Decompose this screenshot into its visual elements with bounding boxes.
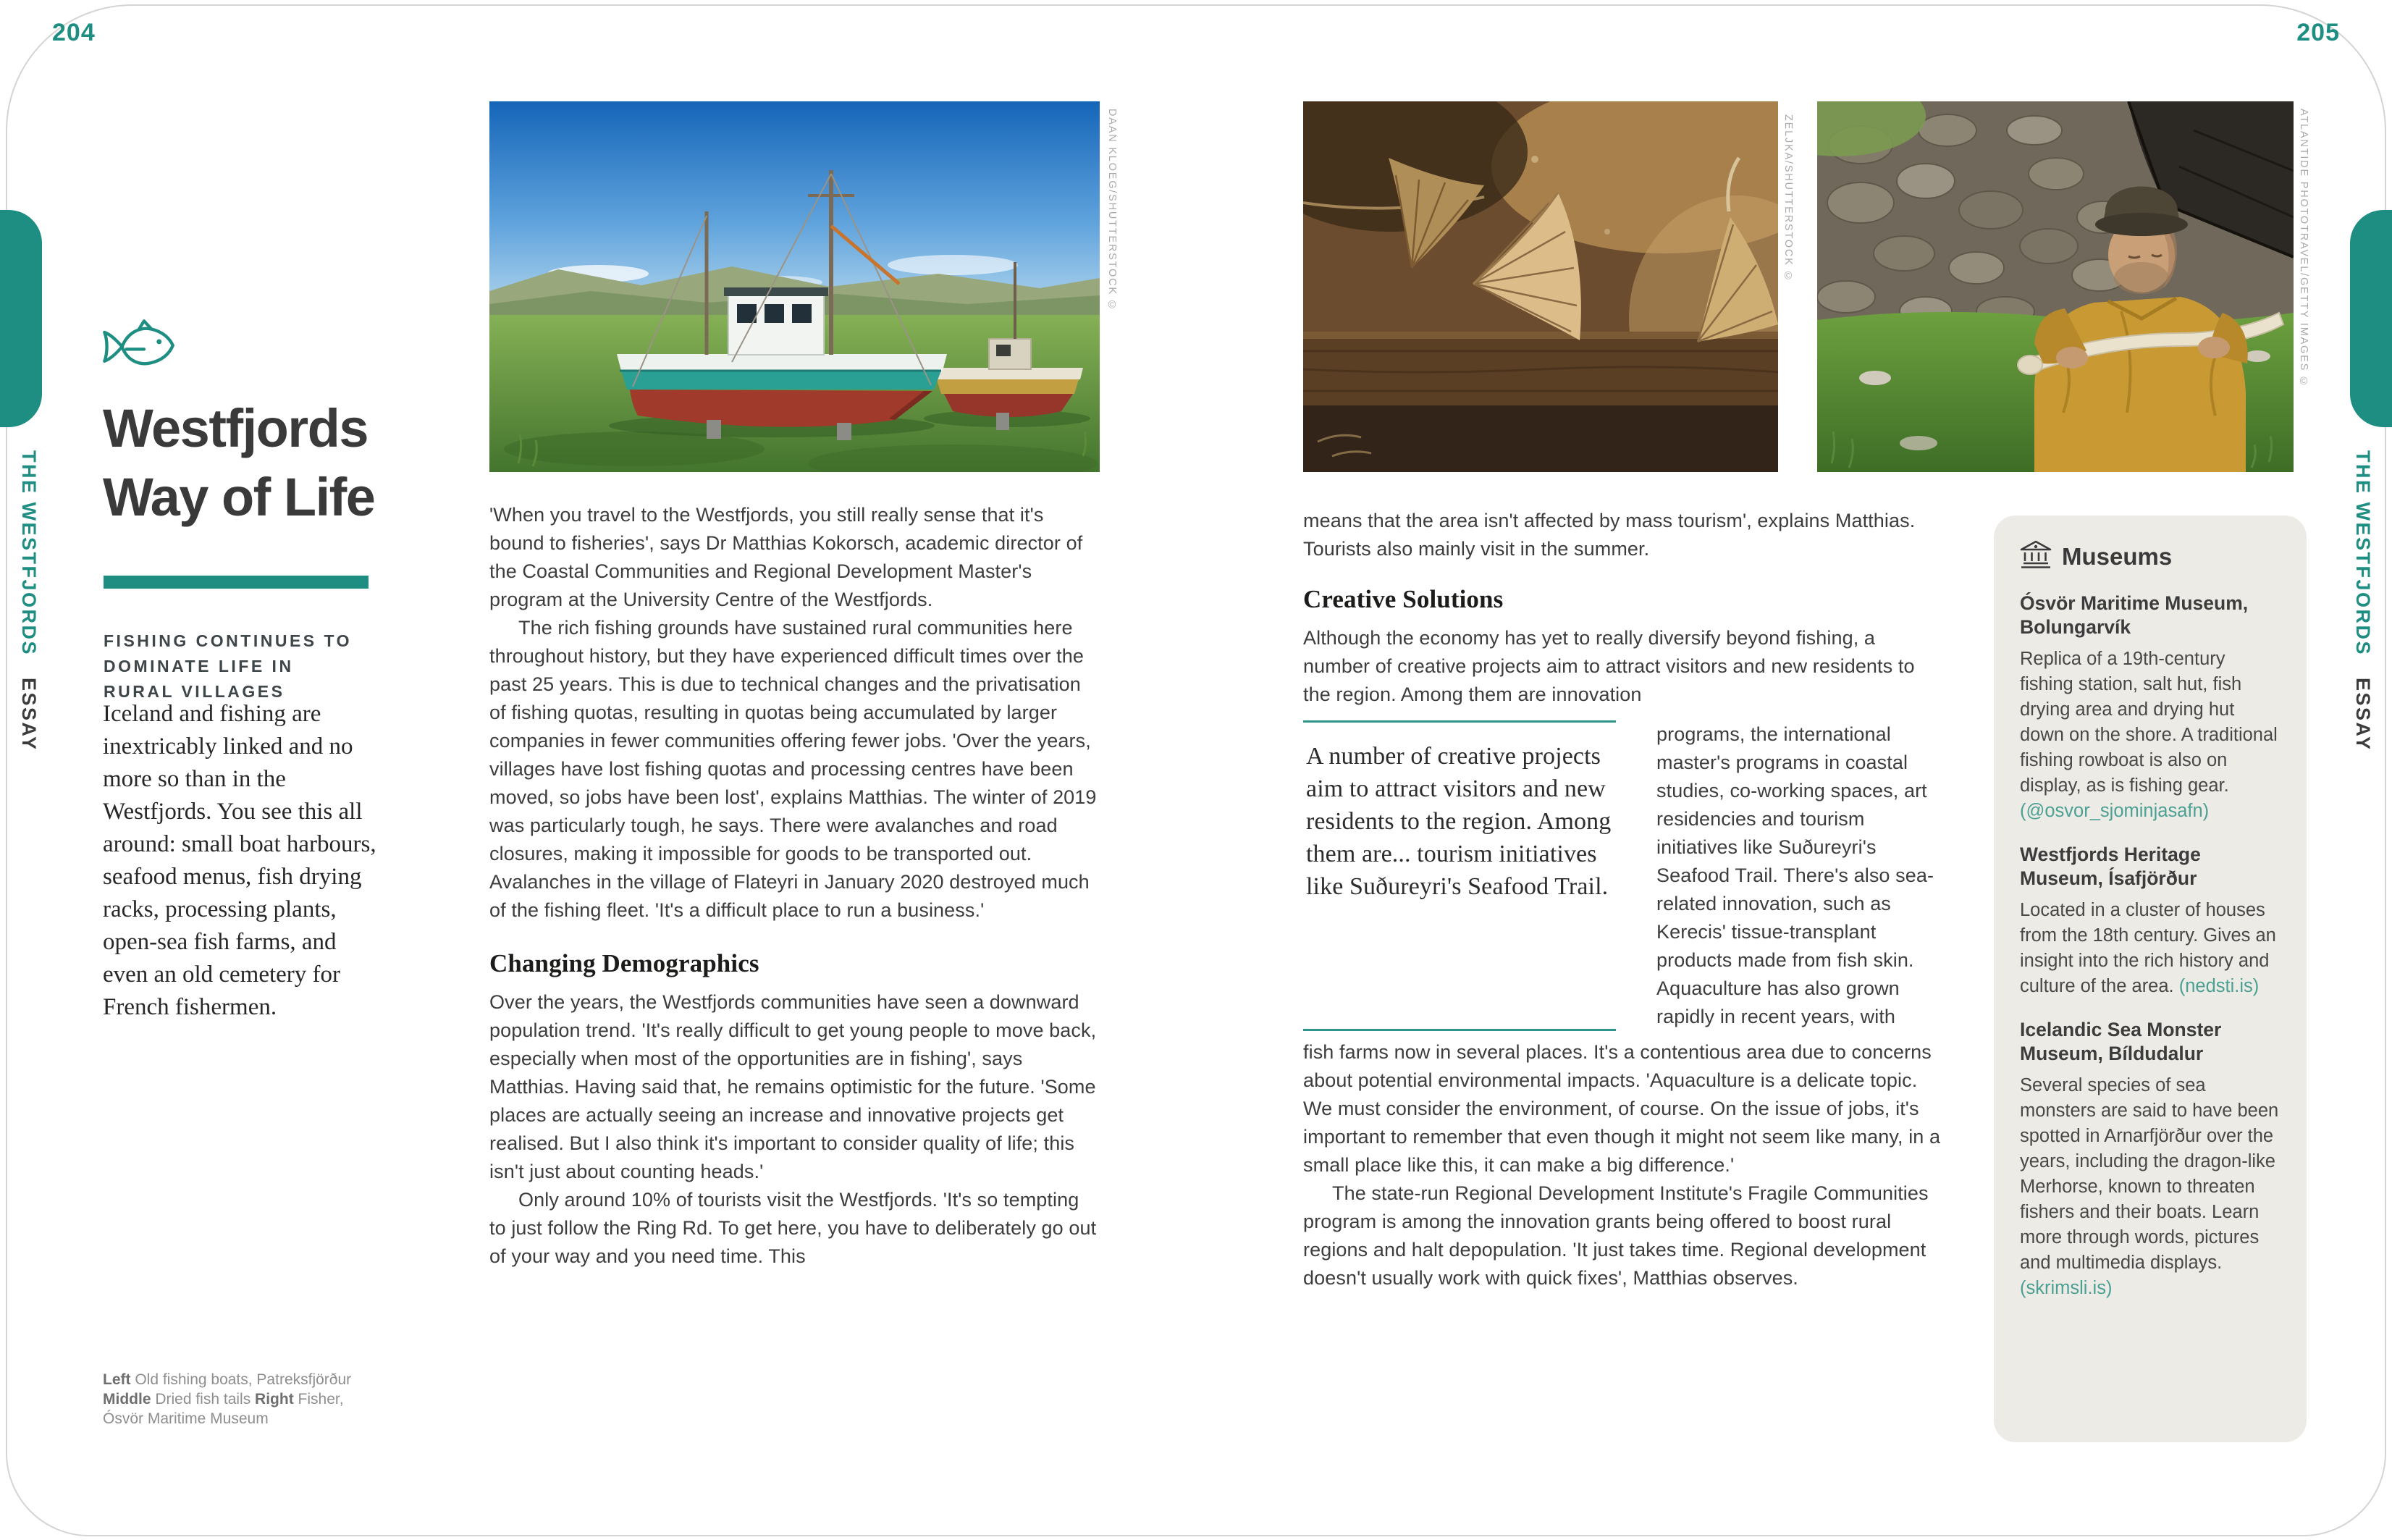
museum-entry-body xyxy=(2020,1073,2281,1301)
museum-entry-name: Icelandic Sea Monster Museum, Bíldudalur xyxy=(2020,1019,2222,1064)
section-tab-right xyxy=(2350,210,2392,427)
museum-entry-name: Westfjords Heritage Museum, Ísafjörður xyxy=(2020,843,2201,889)
body-paragraph: 'When you travel to the Westfjords, you still really sense that it's bound to fisheries', says Dr Matthias Kokorsch, academic director of the Coastal Communities and Regional Development Master's program at the University Centre of the Westfjords. xyxy=(489,504,1083,610)
museum-entry-name: Ósvör Maritime Museum, Bolungarvík xyxy=(2020,592,2249,638)
body-paragraph: means that the area isn't affected by mass tourism', explains Matthias. Tourists also mainly visit in the summer. xyxy=(1303,510,1916,560)
caption-text-middle: Dried fish tails xyxy=(151,1391,256,1408)
body-column-left xyxy=(489,501,1099,1271)
page-number-right: 205 xyxy=(2296,19,2340,46)
museum-entry-text: Several species of sea monsters are said to have been spotted in Arnarfjörður over the years, including the dragon-like Merhorse, known to threaten fishers and their boats. Learn more through words, pictures and multimedia displays. xyxy=(2020,1075,2279,1273)
page-title-line1: Westfjords xyxy=(103,398,369,458)
museums-title: Museums xyxy=(2062,542,2173,570)
museum-entry-link[interactable]: (nedsti.is) xyxy=(2178,976,2260,996)
edge-title-type: ESSAY xyxy=(18,678,40,752)
kicker: FISHING CONTINUES TO DOMINATE LIFE IN RURAL VILLAGES xyxy=(104,631,353,701)
photo-dried-fish-tails xyxy=(1303,101,1778,472)
museum-entry-body xyxy=(2020,898,2281,999)
photo-caption xyxy=(103,1370,375,1429)
page-number-left: 204 xyxy=(52,19,96,46)
edge-title-left xyxy=(17,450,40,752)
museum-building-icon xyxy=(2020,540,2052,573)
body-paragraph: Only around 10% of tourists visit the Westfjords. 'It's so tempting to just follow the Ring Rd. To get here, you have to deliberately go out of your way and you need time. This xyxy=(489,1189,1097,1267)
caption-text-left: Old fishing boats, Patreksfjörður xyxy=(130,1371,352,1388)
body-column-right xyxy=(1303,507,1943,1292)
title-accent-bar xyxy=(104,576,369,589)
photo-credit-middle: ZELJKA/SHUTTERSTOCK © xyxy=(1782,114,1794,284)
museums-header xyxy=(2020,540,2281,573)
photo-old-fishing-boats xyxy=(489,101,1100,472)
body-paragraph: Over the years, the Westfjords communities have seen a downward population trend. 'It's really difficult to get young people to move back, especially when most of the opportunities are in fishing', says Matthias. Having said that, he remains optimistic for the future. 'Some places are actually seeing an increase and innovative projects get realised. But I also think it's important to consider quality of life; this isn't just about counting heads.' xyxy=(489,991,1097,1182)
caption-label-middle: Middle xyxy=(103,1391,151,1408)
edge-title-region: THE WESTFJORDS xyxy=(18,450,40,657)
body-paragraph: The state-run Regional Development Institute's Fragile Communities program is among the innovation grants being offered to boost rural regions and halt depopulation. 'It just takes time. Regional development doesn't usually work with quick fixes', Matthias observes. xyxy=(1303,1182,1929,1289)
body-paragraph: Although the economy has yet to really diversify beyond fishing, a number of creative projects aim to attract visitors and new residents to the region. Among them are innovation xyxy=(1303,627,1915,705)
museums-sidebar xyxy=(1994,516,2307,1442)
pull-quote: A number of creative projects aim to attract visitors and new residents to the region. Among them are... tourism initiatives like Suðureyri's Seafood Trail. xyxy=(1303,720,1616,1031)
body-paragraph: fish farms now in several places. It's a contentious area due to concerns about potential environmental impacts. 'Aquaculture is a delicate topic. We must consider the environment, of course. On the issue of jobs, it's important to remember that even though it might not seem like many, in a small place like this, it can make a big difference.' xyxy=(1303,1041,1941,1176)
page-title-line2: Way of Life xyxy=(103,467,375,527)
section-tab-left xyxy=(0,210,42,427)
photo-fisher xyxy=(1817,101,2294,472)
museum-entry-link[interactable]: (@osvor_sjominjasafn) xyxy=(2020,801,2210,821)
museum-entry-body xyxy=(2020,647,2281,824)
museum-entry-link[interactable]: (skrimsli.is) xyxy=(2020,1278,2113,1298)
intro-paragraph: Iceland and fishing are inextricably linked and no more so than in the Westfjords. You see this all around: small boat harbours, seafood menus, fish drying racks, processing plants, open-sea fish farms, and even an old cemetery for French fishermen. xyxy=(103,701,376,1020)
caption-label-right: Right xyxy=(255,1391,294,1408)
caption-label-left: Left xyxy=(103,1371,131,1388)
caption-text-right: Fisher, Ósvör Maritime Museum xyxy=(103,1391,344,1427)
quote-and-column-block xyxy=(1303,720,1943,1031)
edge-title-region: THE WESTFJORDS xyxy=(2352,450,2374,657)
body-paragraph: The rich fishing grounds have sustained rural communities here throughout history, but they have experienced difficult times over the past 25 years. This is due to technical changes and the privatisation of fishing quotas, resulting in quotas being accumulated by larger companies in fewer communities offering fewer jobs. 'Over the years, villages have lost fishing quotas and processing centres have been moved, so jobs have been lost', explains Matthias. The winter of 2019 was particularly tough, he says. There were avalanches and road closures, making it impossible for goods to be transported out. Avalanches in the village of Flateyri in January 2020 destroyed much of the fishing fleet. 'It's a difficult place to run a business.' xyxy=(489,617,1097,921)
photo-credit-right: ATLANTIDE PHOTOTRAVEL/GETTY IMAGES © xyxy=(2298,109,2309,389)
edge-title-right xyxy=(2351,450,2374,752)
section-heading-creative-solutions: Creative Solutions xyxy=(1303,585,1504,613)
museum-entry-text: Replica of a 19th-century fishing station, salt hut, fish drying area and drying hut down on the shore. A traditional fishing rowboat is also on display, as is fishing gear. xyxy=(2020,649,2278,796)
edge-title-type: ESSAY xyxy=(2352,678,2374,752)
fish-icon xyxy=(101,316,177,376)
museum-entry-text: Located in a cluster of houses from the 18th century. Gives an insight into the rich history and culture of the area. xyxy=(2020,900,2276,996)
photo-credit-left: DAAN KLOEG/SHUTTERSTOCK © xyxy=(1106,109,1118,313)
page-title xyxy=(103,394,374,531)
narrow-column-text: programs, the international master's programs in coastal studies, co-working spaces, art residencies and tourism initiatives like Suðureyri's Seafood Trail. There's also sea-related innovation, such as Kerecis' tissue-transplant products made from fish skin. Aquaculture has also grown rapidly in recent years, with xyxy=(1656,723,1934,1027)
section-heading-changing-demographics: Changing Demographics xyxy=(489,949,759,977)
